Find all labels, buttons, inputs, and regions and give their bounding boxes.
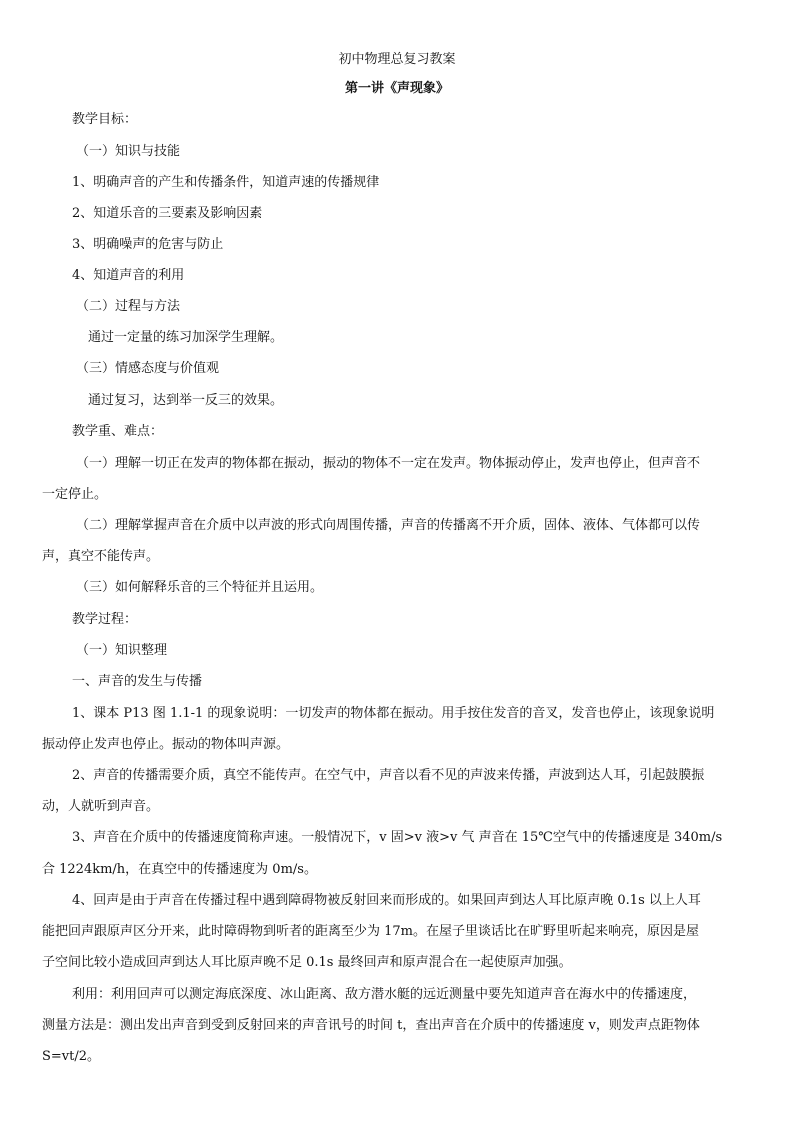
subheading-knowledge-skills: （一）知识与技能 [76,144,181,159]
key-point-1-line-1: （一）理解一切正在发声的物体都在振动，振动的物体不一定在发声。物体振动停止，发声也停止，但声音不 [76,456,701,471]
point-1-line-2: 振动停止发声也停止。振动的物体叫声源。 [42,737,290,752]
point-2-line-2: 动，人就听到声音。 [42,799,160,814]
point-4-line-3: 子空间比较小造成回声到达人耳比原声晚不足 0.1s 最终回声和原声混合在一起使原声加强。 [42,955,572,970]
goal-item-1: 1、明确声音的产生和传播条件，知道声速的传播规律 [72,175,380,190]
document-title: 初中物理总复习教案 [338,52,456,67]
usage-formula: S=vt/2。 [42,1049,101,1064]
subheading-attitude-values: （三）情感态度与价值观 [76,361,220,376]
goal-item-4: 4、知道声音的利用 [72,268,185,283]
point-4-line-2: 能把回声跟原声区分开来，此时障碍物到听者的距离至少为 17m。在屋子里谈话比在旷野里听起来响亮，原因是屋 [42,924,700,939]
goal-item-3: 3、明确噪声的危害与防止 [72,237,224,252]
point-1-line-1: 1、课本 P13 图 1.1-1 的现象说明：一切发声的物体都在振动。用手按住发音的音叉，发音也停止，该现象说明 [72,706,715,721]
key-point-1-line-2: 一定停止。 [42,487,108,502]
point-3-line-1: 3、声音在介质中的传播速度简称声速。一般情况下，v 固>v 液>v 气 声音在 15℃空气中的传播速度是 340m/s [72,830,723,845]
point-2-line-1: 2、声音的传播需要介质，真空不能传声。在空气中，声音以看不见的声波来传播，声波到达人耳，引起鼓膜振 [72,768,705,783]
process-text: 通过一定量的练习加深学生理解。 [88,330,284,345]
heading-teaching-process: 教学过程： [72,612,138,627]
heading-key-points: 教学重、难点： [72,424,164,439]
lecture-subtitle: 第一讲《声现象》 [344,81,449,96]
key-point-3: （三）如何解释乐音的三个特征并且运用。 [76,580,324,595]
point-4-line-1: 4、回声是由于声音在传播过程中遇到障碍物被反射回来而形成的。如果回声到达人耳比原声晚 0.1s 以上人耳 [72,893,701,908]
subheading-knowledge-summary: （一）知识整理 [76,643,168,658]
subheading-process-method: （二）过程与方法 [76,299,181,314]
heading-teaching-goals: 教学目标： [72,112,138,127]
usage-line-1: 利用：利用回声可以测定海底深度、冰山距离、敌方潜水艇的远近测量中要先知道声音在海水中的传播速度， [72,987,697,1002]
goal-item-2: 2、知道乐音的三要素及影响因素 [72,206,263,221]
attitude-text: 通过复习，达到举一反三的效果。 [88,393,284,408]
usage-line-2: 测量方法是：测出发出声音到受到反射回来的声音讯号的时间 t，查出声音在介质中的传播速度 v，则发声点距物体 [42,1018,700,1033]
key-point-2-line-1: （二）理解掌握声音在介质中以声波的形式向周围传播，声音的传播离不开介质，固体、液体、气体都可以传 [76,518,701,533]
key-point-2-line-2: 声，真空不能传声。 [42,549,160,564]
section-heading-sound-production: 一、声音的发生与传播 [72,674,203,689]
point-3-line-2: 合 1224km/h，在真空中的传播速度为 0m/s。 [42,862,317,877]
